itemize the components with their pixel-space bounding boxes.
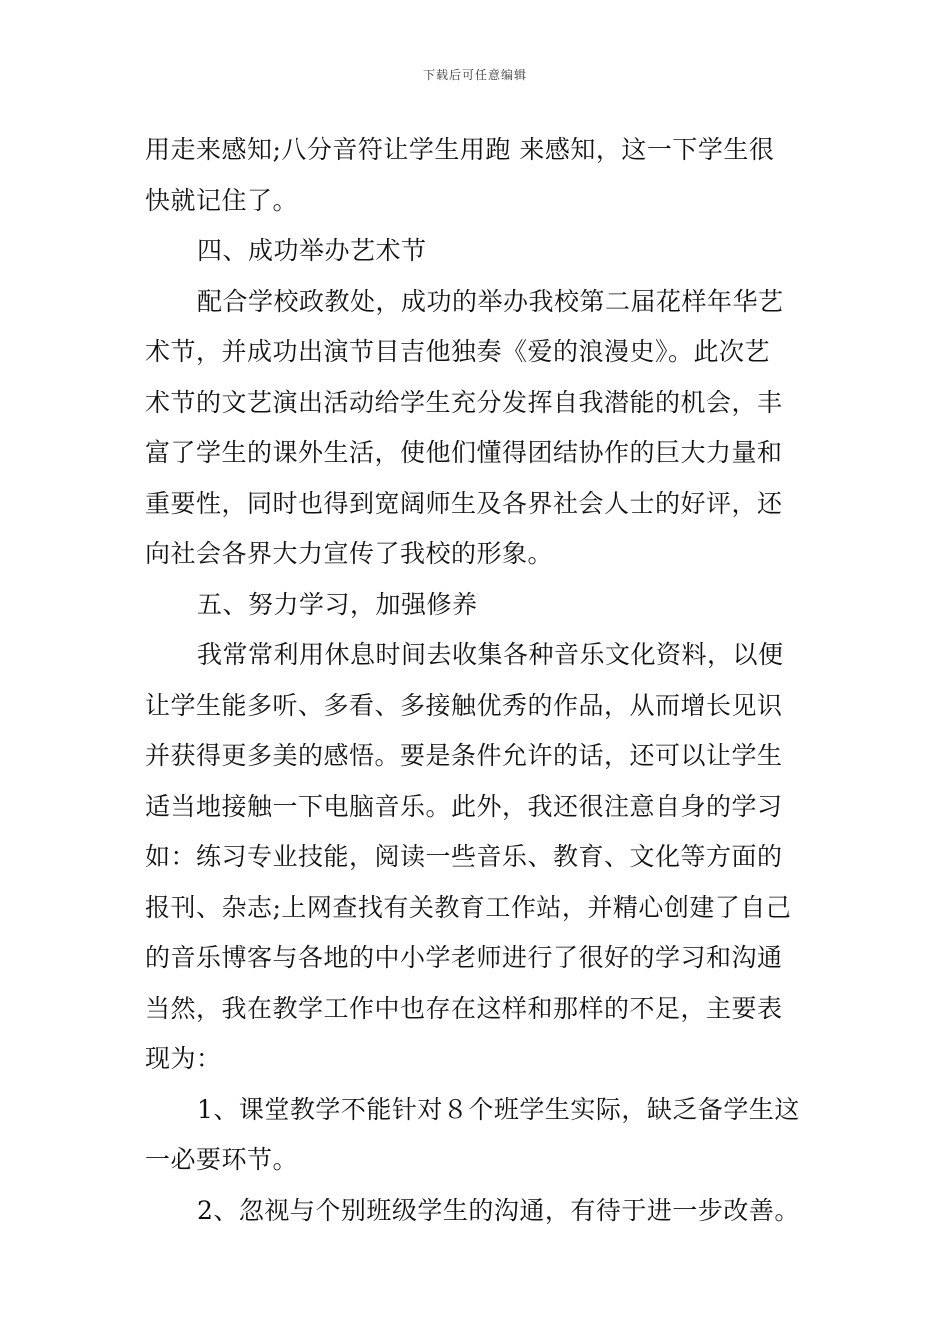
text-line: 快就记住了。 [145,185,299,215]
list-item: 2、忽视与个别班级学生的沟通，有待于进一步改善。 [197,1195,800,1225]
text-line: 术节的文艺演出活动给学生充分发挥自我潜能的机会，丰 [145,387,783,417]
text-line: 一必要环节。 [145,1145,299,1174]
text-line: 的音乐博客与各地的中小学老师进行了很好的学习和沟通 [145,943,783,972]
text-line: 让学生能多听、多看、多接触优秀的作品，从而增长见识 [145,690,783,720]
text-line: 向社会各界大力宣传了我校的形象。 [145,539,554,568]
text-line: 适当地接触一下电脑音乐。此外，我还很注意自身的学习 [145,791,783,821]
text-line: 配合学校政教处，成功的举办我校第二届花样年华艺 [197,286,784,316]
text-line: 并获得更多美的感悟。要是条件允许的话，还可以让学生 [145,741,783,770]
page-header: 下载后可任意编辑 [422,68,527,82]
text-line: 当然，我在教学工作中也存在这样和那样的不足，主要表 [145,993,783,1023]
text-line: 现为： [145,1044,222,1073]
list-item: 1、课堂教学不能针对８个班学生实际，缺乏备学生这 [197,1094,800,1124]
text-line: 报刊、杂志;上网查找有关教育工作站，并精心创建了自己 [145,892,792,922]
text-line: 富了学生的课外生活，使他们懂得团结协作的巨大力量和 [145,438,783,467]
section-heading: 四、成功举办艺术节 [197,236,427,265]
text-line: 用走来感知;八分音符让学生用跑 来感知，这一下学生很 [145,135,775,164]
document-body [145,125,810,1236]
text-line: 重要性，同时也得到宽阔师生及各界社会人士的好评，还 [145,488,783,518]
text-line: 如：练习专业技能，阅读一些音乐、教育、文化等方面的 [145,842,783,871]
section-heading: 五、努力学习，加强修养 [197,589,478,619]
text-line: 我常常利用休息时间去收集各种音乐文化资料，以便 [197,640,784,669]
text-line: 术节，并成功出演节目吉他独奏《爱的浪漫史》。此次艺 [145,337,771,366]
